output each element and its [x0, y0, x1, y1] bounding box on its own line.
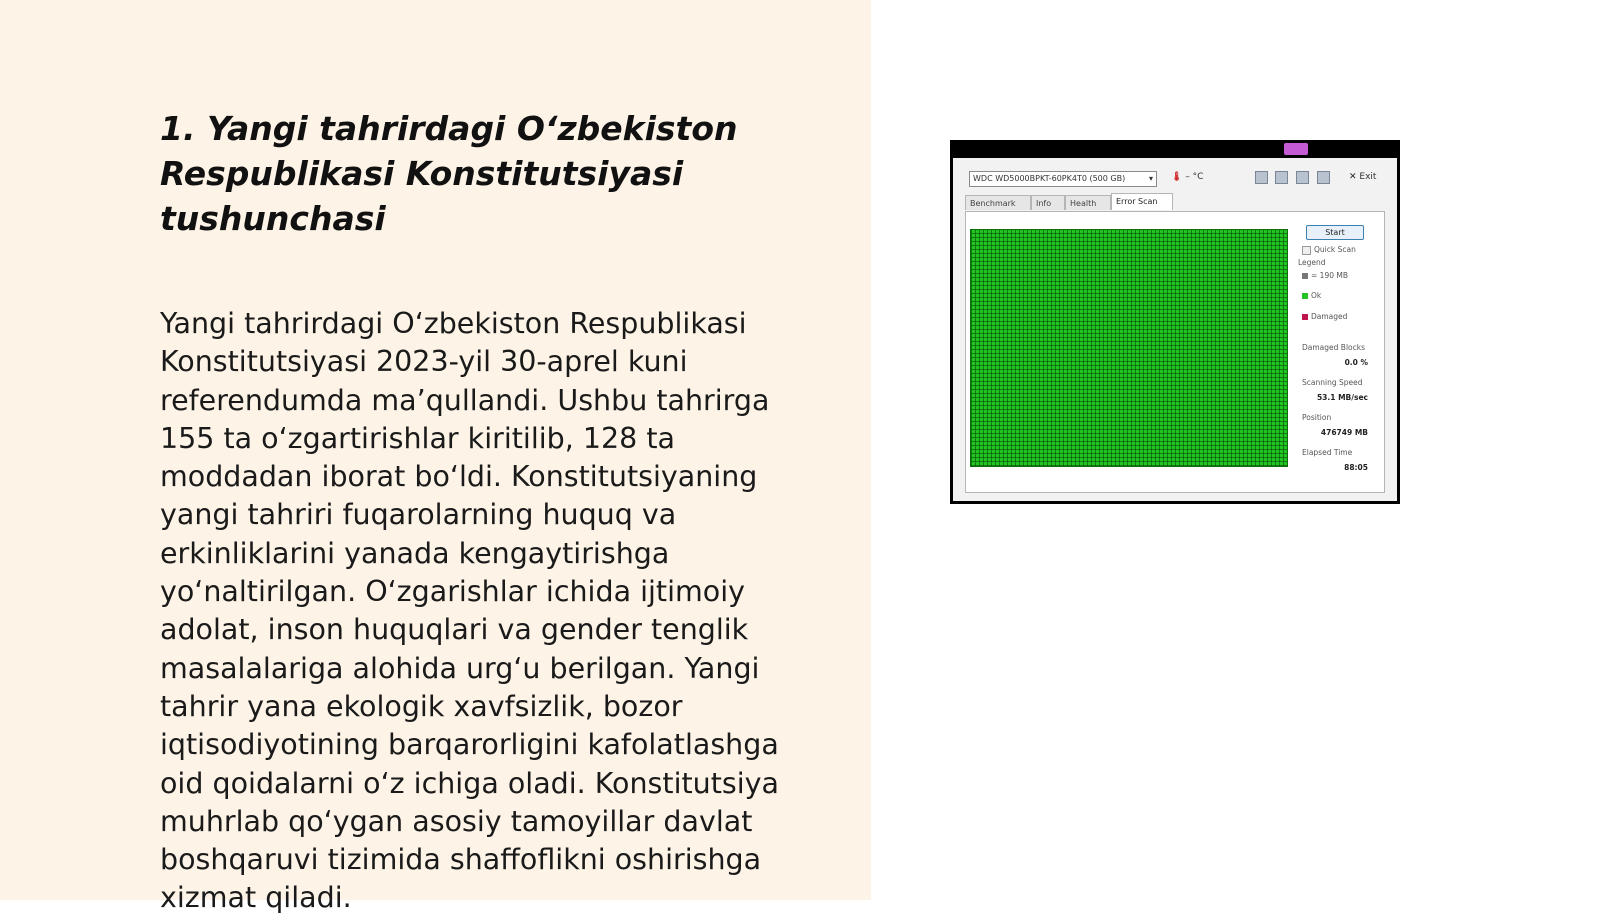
ok-swatch-icon — [1302, 293, 1308, 299]
save-icon[interactable] — [1296, 171, 1309, 184]
tab-health[interactable]: Health — [1065, 195, 1111, 210]
quick-scan-checkbox[interactable]: Quick Scan — [1302, 245, 1356, 255]
hdtune-screenshot — [950, 140, 1400, 504]
error-scan-panel — [965, 211, 1385, 493]
tab-error-scan[interactable]: Error Scan — [1111, 193, 1173, 210]
temperature-value: – °C — [1185, 172, 1204, 182]
exit-button[interactable] — [1349, 172, 1376, 182]
app-icon — [1284, 143, 1308, 155]
drive-select-value: WDC WD5000BPKT-60PK4T0 (500 GB) — [973, 174, 1126, 183]
temperature-readout — [1171, 172, 1203, 182]
legend-damaged: Damaged — [1302, 312, 1347, 321]
options-icon[interactable] — [1317, 171, 1330, 184]
position-label: Position — [1302, 413, 1332, 422]
window-titlebar — [950, 140, 1400, 158]
elapsed-time-value: 88:05 — [1344, 463, 1368, 472]
legend-label: Legend — [1298, 258, 1326, 267]
thermometer-icon: 🌡 — [1171, 172, 1183, 182]
damaged-blocks-label: Damaged Blocks — [1302, 343, 1365, 352]
damaged-blocks-value: 0.0 % — [1344, 358, 1368, 367]
scanning-speed-value: 53.1 MB/sec — [1316, 393, 1368, 402]
damaged-swatch-icon — [1302, 314, 1308, 320]
block-swatch-icon — [1302, 273, 1308, 279]
position-value: 476749 MB — [1320, 428, 1368, 437]
copy-icon[interactable] — [1255, 171, 1268, 184]
scanning-speed-label: Scanning Speed — [1302, 378, 1363, 387]
close-icon: ✕ — [1349, 172, 1357, 182]
tab-info[interactable]: Info — [1031, 195, 1065, 210]
tab-benchmark[interactable]: Benchmark — [965, 195, 1031, 210]
start-button[interactable]: Start — [1306, 225, 1364, 240]
legend-block-size: = 190 MB — [1302, 271, 1348, 280]
copy-info-icon[interactable] — [1275, 171, 1288, 184]
slide-title: 1. Yangi tahrirdagi O‘zbekiston Respublikasi Konstitutsiyasi tushunchasi — [160, 109, 738, 238]
checkbox-icon — [1302, 246, 1311, 255]
exit-label: Exit — [1359, 172, 1377, 182]
drive-select[interactable] — [969, 171, 1157, 187]
app-window — [953, 158, 1397, 501]
scan-block-grid — [970, 229, 1288, 467]
legend-ok: Ok — [1302, 291, 1321, 300]
chevron-down-icon: ▾ — [1148, 174, 1153, 183]
elapsed-time-label: Elapsed Time — [1302, 448, 1353, 457]
slide-body-text: Yangi tahrirdagi O‘zbekiston Respublikasi Konstitutsiyasi 2023-yil 30-aprel kuni referendumda ma’qullandi. Ushbu tahrirga 155 ta o‘zgartirishlar kiritilib, 128 ta moddadan iborat bo‘ldi. Konstitutsiyaning yangi tahriri fuqarolarning huquq va erkinliklarini yanada kengaytirishga yo‘naltirilgan. O‘zgarishlar ichida ijtimoiy adolat, inson huquqlari va gender tenglik masalalariga alohida urg‘u berilgan. Yangi tahrir yana ekologik xavfsizlik, bozor iqtisodiyotining barqarorligini kafolatlashga oid qoidalarni o‘z ichiga oladi. Konstitutsiya muhrlab qo‘ygan asosiy tamoyillar davlat boshqaruvi tizimida shaffoflikni oshirishga xizmat qiladi. — [160, 307, 780, 915]
